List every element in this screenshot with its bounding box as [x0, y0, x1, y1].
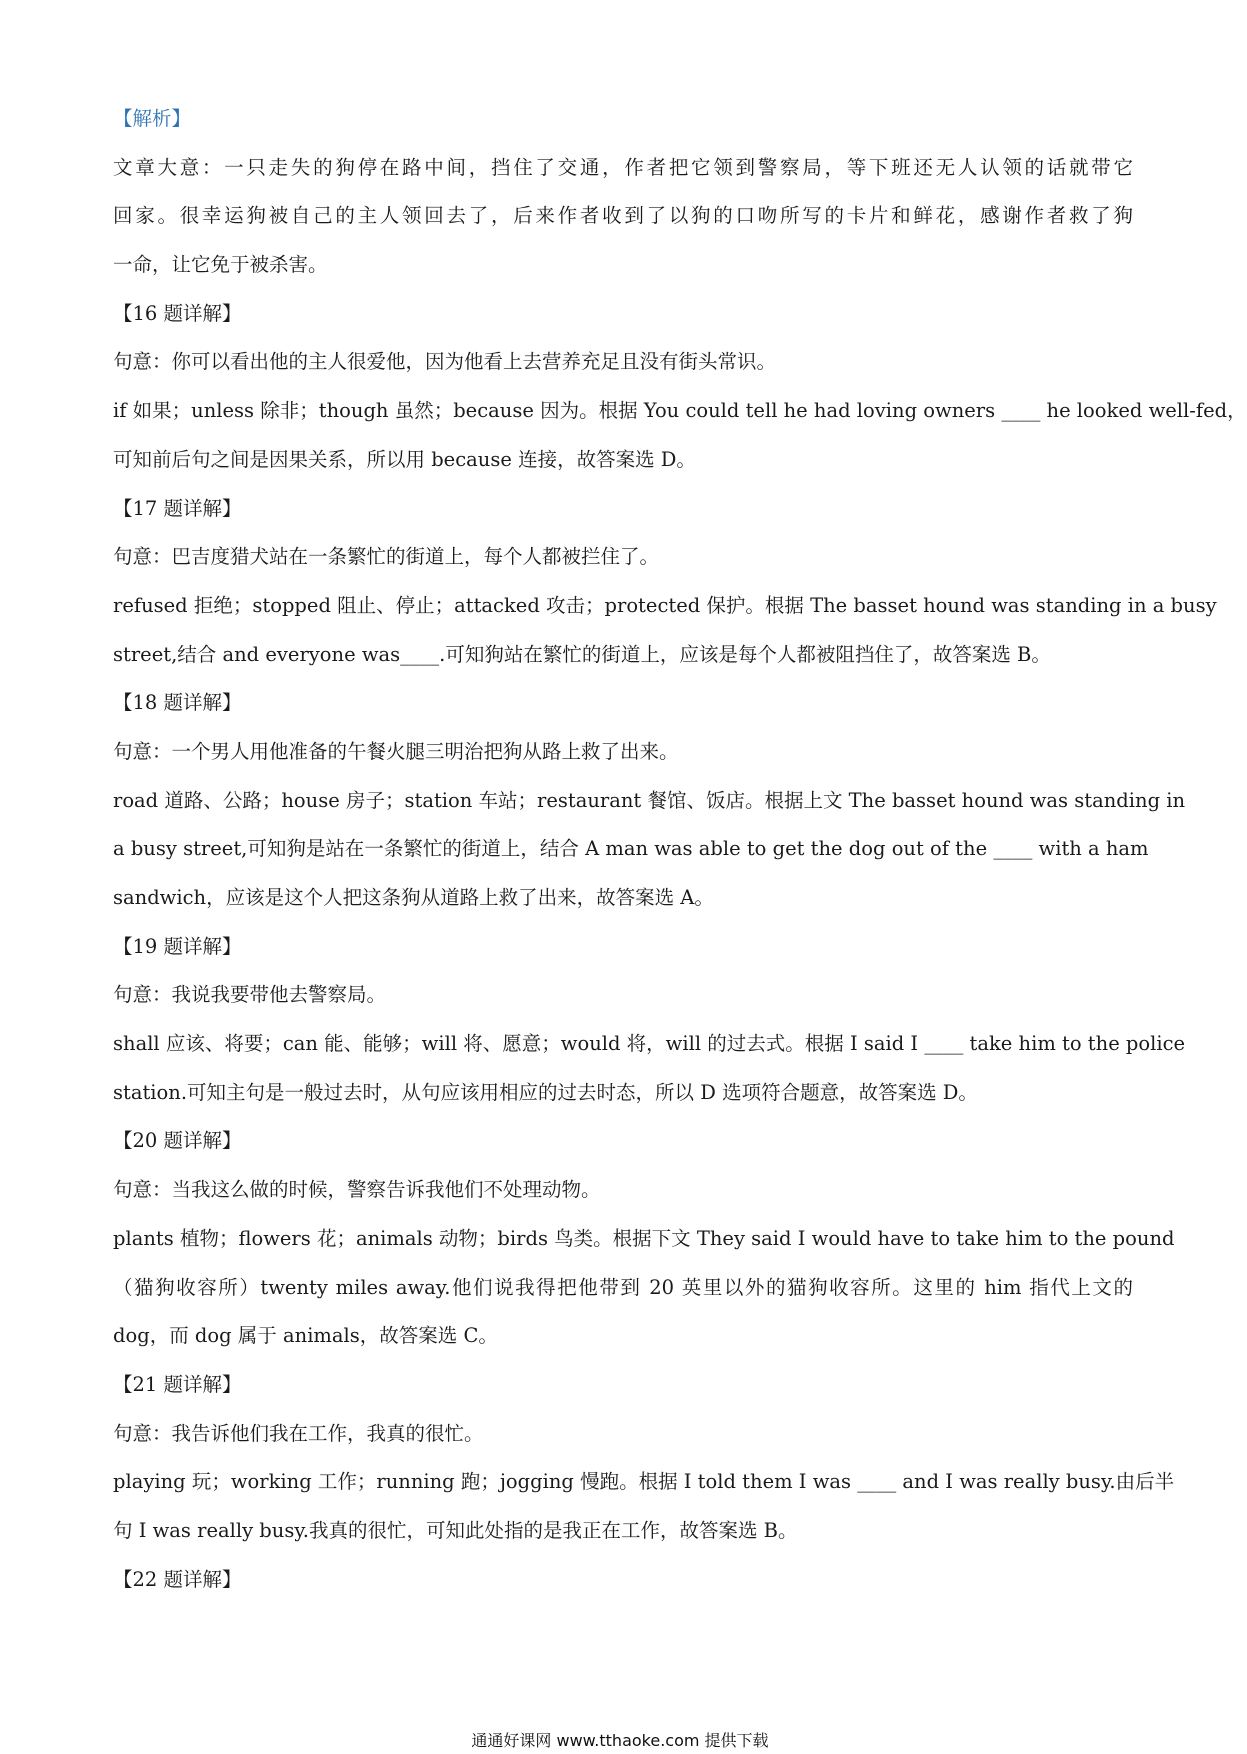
- text-line: a busy street,可知狗是站在一条繁忙的街道上，结合 A man was able to get the dog out of the ____ with a ham: [113, 837, 1149, 861]
- text-line: refused 拒绝；stopped 阻止、停止；attacked 攻击；protected 保护。根据 The basset hound was standing in a busy: [113, 593, 1217, 617]
- text-line: 文章大意：一只走失的狗停在路中间，挡住了交通，作者把它领到警察局，等下班还无人认领的话就带它: [113, 155, 1133, 179]
- section-heading: 【18 题详解】: [113, 691, 242, 715]
- text-line: if 如果；unless 除非；though 虽然；because 因为。根据 You could tell he had loving owners ____ he looked well-fed，: [113, 399, 1247, 423]
- text-line: station.可知主句是一般过去时，从句应该用相应的过去时态，所以 D 选项符合题意，故答案选 D。: [113, 1080, 978, 1104]
- document-body: [113, 95, 1247, 1604]
- section-heading: 【19 题详解】: [113, 934, 242, 958]
- text-line: playing 玩；working 工作；running 跑；jogging 慢跑。根据 I told them I was ____ and I was really busy.由后半: [113, 1470, 1175, 1494]
- text-line: 句意：当我这么做的时候，警察告诉我他们不处理动物。: [113, 1178, 601, 1202]
- section-heading: 【解析】: [113, 107, 192, 130]
- text-line: shall 应该、将要；can 能、能够；will 将、愿意；would 将，will 的过去式。根据 I said I ____ take him to the police: [113, 1032, 1186, 1056]
- text-line: （猫狗收容所）twenty miles away.他们说我得把他带到 20 英里以外的猫狗收容所。这里的 him 指代上文的: [113, 1275, 1133, 1299]
- text-line: 句意：我说我要带他去警察局。: [113, 983, 387, 1007]
- page-footer: 通通好课网 www.tthaoke.com 提供下载: [471, 1731, 769, 1750]
- text-line: 句意：巴吉度猎犬站在一条繁忙的街道上，每个人都被拦住了。: [113, 545, 660, 569]
- text-line: plants 植物；flowers 花；animals 动物；birds 鸟类。根据下文 They said I would have to take him to the pound: [113, 1226, 1175, 1250]
- section-heading: 【21 题详解】: [113, 1372, 242, 1396]
- text-line: road 道路、公路；house 房子；station 车站；restaurant 餐馆、饭店。根据上文 The basset hound was standing in: [113, 788, 1186, 812]
- text-line: street,结合 and everyone was____.可知狗站在繁忙的街道上，应该是每个人都被阻挡住了，故答案选 B。: [113, 642, 1051, 666]
- text-line: dog，而 dog 属于 animals，故答案选 C。: [113, 1324, 498, 1348]
- section-heading: 【20 题详解】: [113, 1129, 242, 1153]
- text-line: 句意：我告诉他们我在工作，我真的很忙。: [113, 1421, 484, 1445]
- text-line: 句 I was really busy.我真的很忙，可知此处指的是我正在工作，故答案选 B。: [113, 1518, 798, 1542]
- section-heading: 【22 题详解】: [113, 1567, 242, 1591]
- text-line: 句意：一个男人用他准备的午餐火腿三明治把狗从路上救了出来。: [113, 739, 679, 763]
- text-line: 句意：你可以看出他的主人很爱他，因为他看上去营养充足且没有街头常识。: [113, 350, 777, 374]
- text-line: 一命，让它免于被杀害。: [113, 253, 328, 277]
- text-line: 回家。很幸运狗被自己的主人领回去了，后来作者收到了以狗的口吻所写的卡片和鲜花，感谢作者救了狗: [113, 204, 1133, 228]
- text-line: sandwich，应该是这个人把这条狗从道路上救了出来，故答案选 A。: [113, 886, 714, 909]
- section-heading: 【16 题详解】: [113, 301, 242, 325]
- section-heading: 【17 题详解】: [113, 496, 242, 520]
- text-line: 可知前后句之间是因果关系，所以用 because 连接，故答案选 D。: [113, 447, 696, 471]
